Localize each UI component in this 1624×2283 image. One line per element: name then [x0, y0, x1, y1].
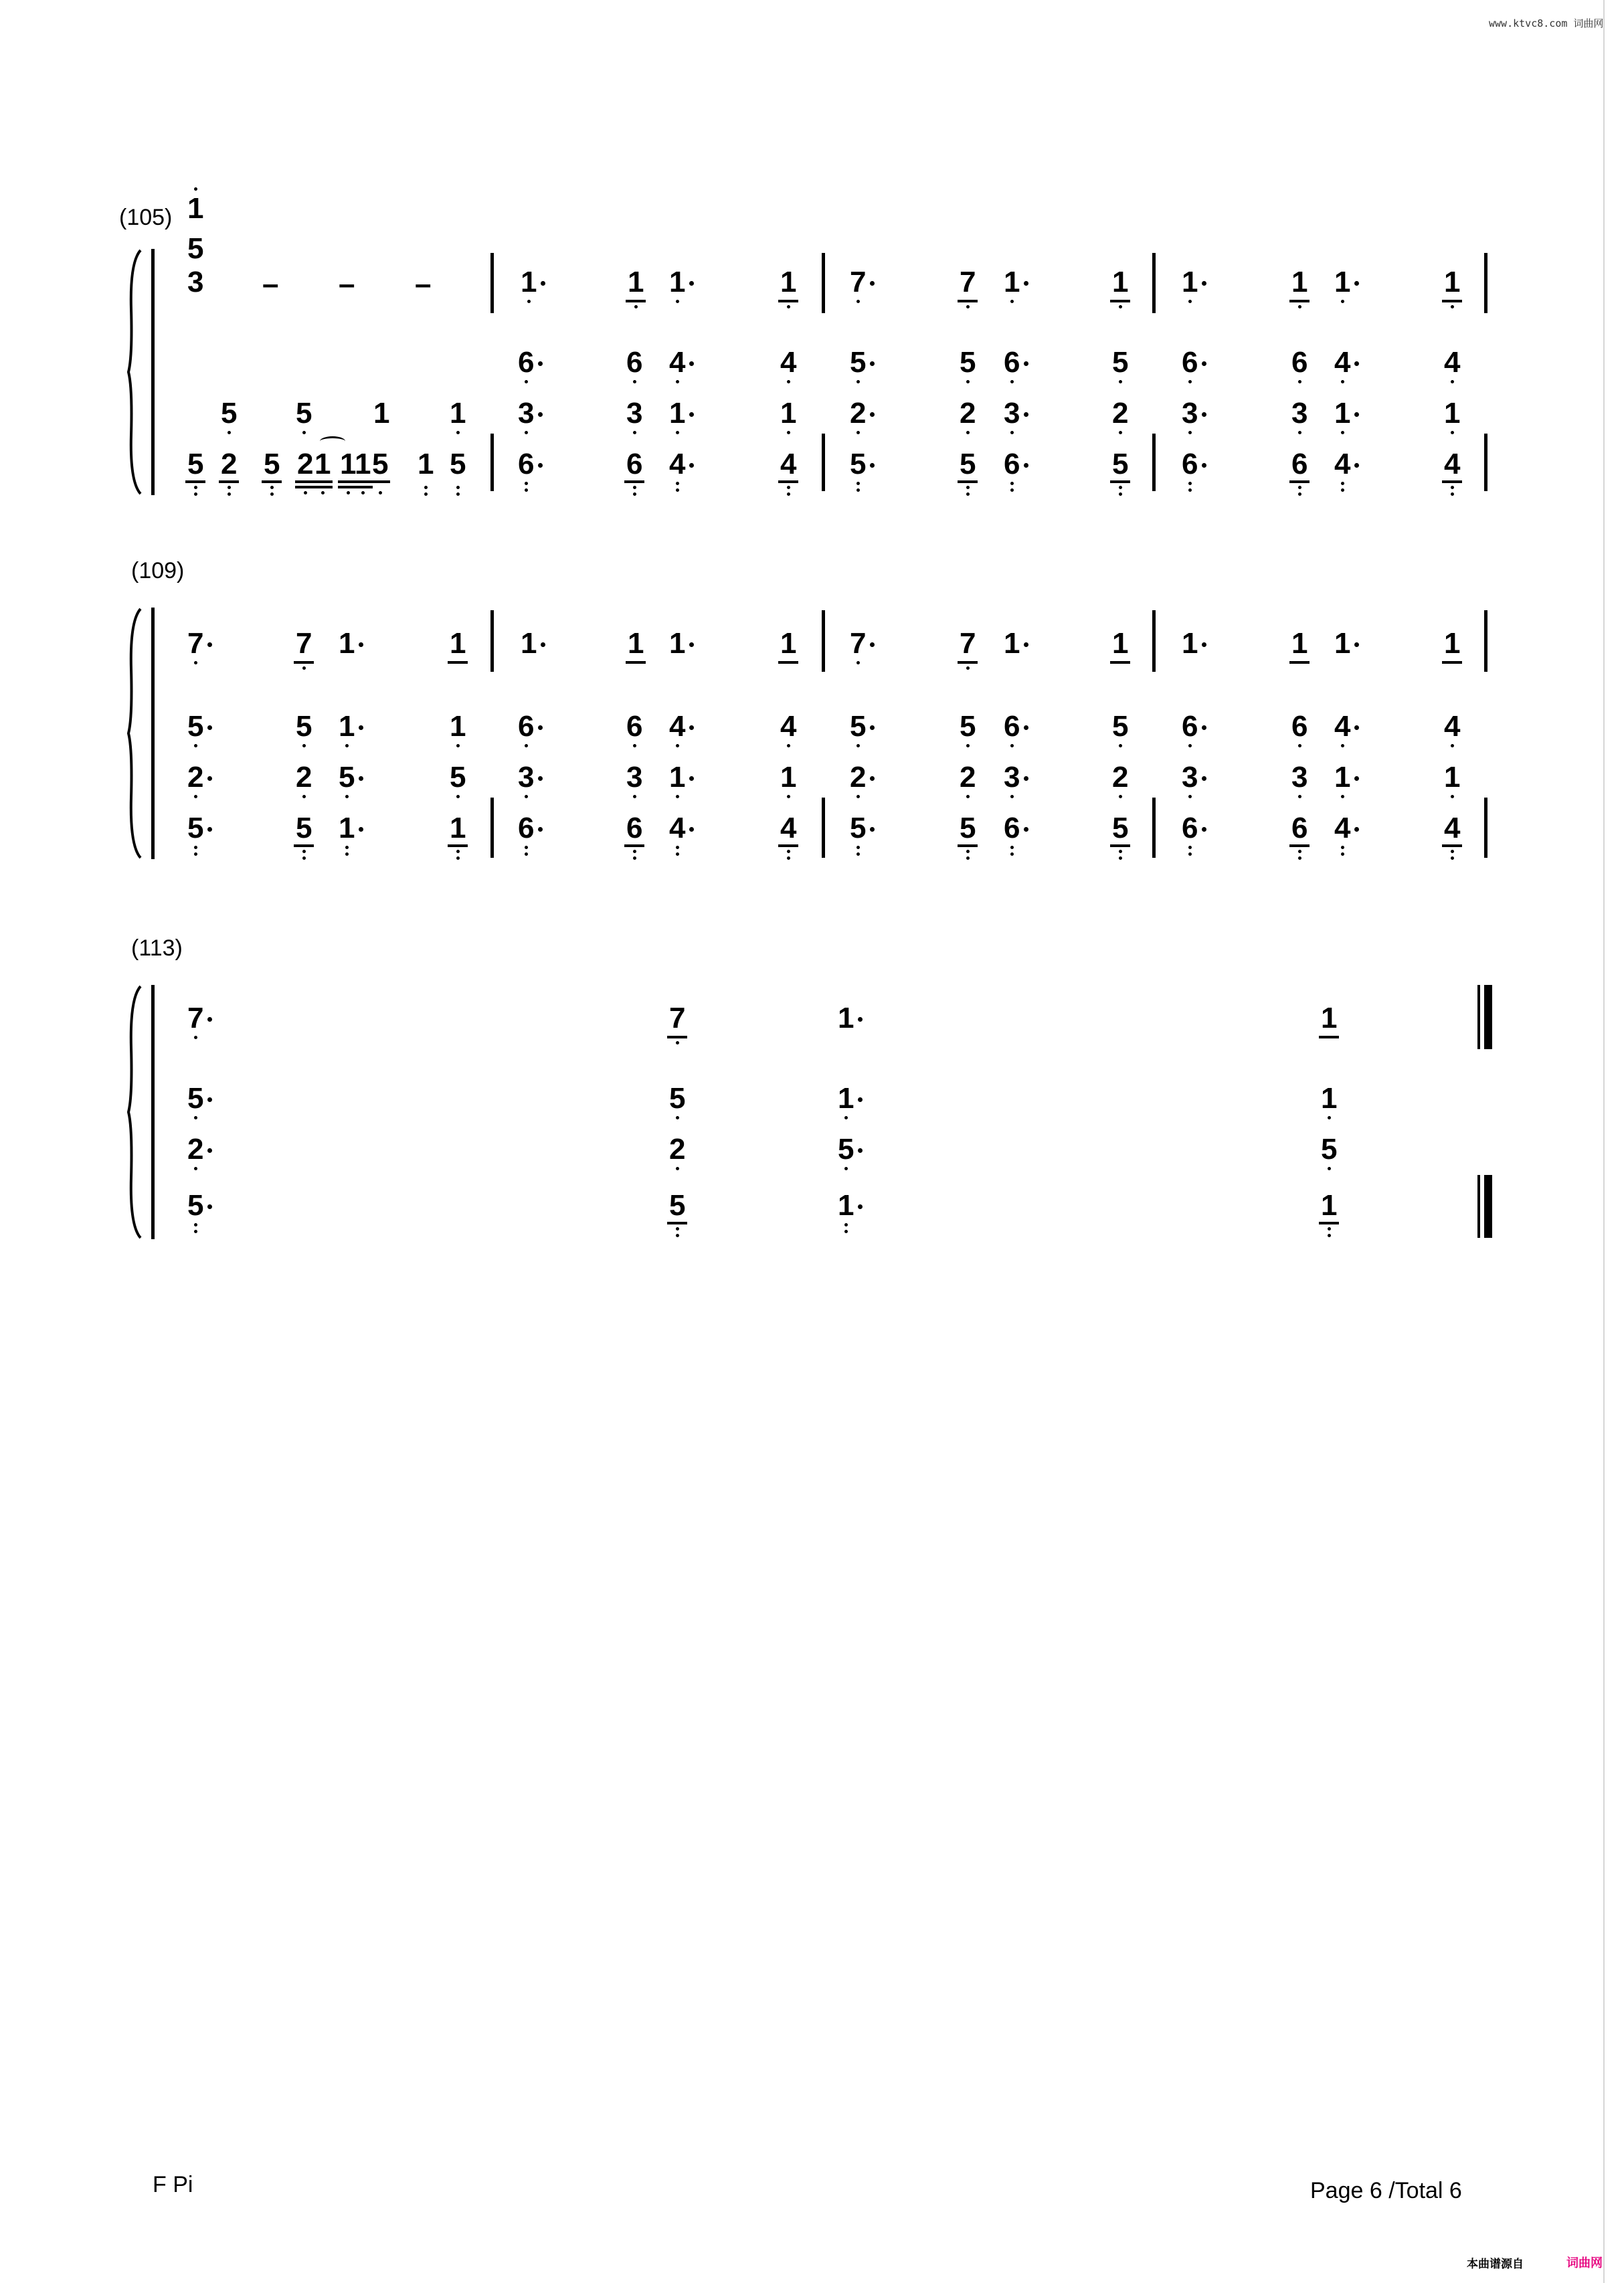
augmentation-dot [689, 725, 694, 730]
augmentation-dot [207, 725, 212, 730]
note: 1 [780, 763, 796, 792]
augmentation-dot [689, 412, 694, 417]
note: 2 [960, 763, 976, 792]
note: 2 [669, 1135, 685, 1164]
note: 4 [1334, 348, 1350, 377]
augmentation-dot [359, 725, 363, 730]
brace [127, 249, 142, 495]
note: 1 [1444, 268, 1460, 297]
note: 1 [1182, 268, 1198, 297]
note: 5 [669, 1084, 685, 1113]
note: 5 [1321, 1135, 1337, 1164]
augmentation-dot [689, 827, 694, 832]
note: 3 [1291, 763, 1307, 792]
brace [127, 608, 142, 859]
note: 4 [1444, 814, 1460, 843]
barline [1152, 798, 1156, 858]
note: 6 [518, 348, 534, 377]
note: 6 [626, 450, 642, 479]
augmentation-dot [689, 463, 694, 468]
augmentation-dot [870, 725, 875, 730]
augmentation-dot [1354, 412, 1359, 417]
note: 1 [355, 450, 371, 479]
note: 4 [1334, 814, 1350, 843]
augmentation-dot [870, 642, 875, 647]
note: 2 [296, 763, 312, 792]
note: 4 [1444, 712, 1460, 741]
augmentation-dot [538, 463, 543, 468]
page-indicator: Page 6 /Total 6 [1310, 2178, 1462, 2203]
augmentation-dot [870, 827, 875, 832]
note: 3 [1182, 399, 1198, 428]
note: 6 [1182, 712, 1198, 741]
sustain-dash: – [415, 268, 432, 300]
barline [490, 434, 494, 491]
augmentation-dot [1202, 827, 1206, 832]
note: 1 [450, 399, 466, 428]
augmentation-dot [1024, 725, 1028, 730]
note: 1 [1321, 1191, 1337, 1220]
augmentation-dot [858, 1017, 863, 1022]
note: 7 [960, 629, 976, 658]
note: 6 [1291, 712, 1307, 741]
augmentation-dot [870, 412, 875, 417]
barline [1152, 434, 1156, 491]
augmentation-dot [1202, 281, 1206, 286]
augmentation-dot [207, 827, 212, 832]
barline [1484, 798, 1487, 858]
note: 4 [780, 450, 796, 479]
augmentation-dot [207, 1148, 212, 1153]
note: 4 [780, 348, 796, 377]
augmentation-dot [359, 827, 363, 832]
note: 5 [264, 450, 280, 479]
note: 5 [187, 450, 203, 479]
note: 7 [296, 629, 312, 658]
note: 6 [626, 712, 642, 741]
note: 2 [960, 399, 976, 428]
note: 2 [850, 763, 866, 792]
note: 3 [626, 763, 642, 792]
note: 5 [187, 712, 203, 741]
note: 1 [1182, 627, 1198, 660]
note: 3 [518, 763, 534, 792]
brace [127, 985, 142, 1239]
augmentation-dot [1354, 361, 1359, 366]
note: 4 [669, 712, 685, 741]
augmentation-dot [541, 281, 545, 286]
note: 1 [780, 629, 796, 658]
note: 5 [960, 814, 976, 843]
note: 5 [850, 814, 866, 843]
final-barline [1477, 985, 1494, 1049]
note: 4 [1444, 450, 1460, 479]
note: 6 [1004, 712, 1020, 741]
note: 1 [628, 629, 644, 658]
barline [822, 610, 825, 672]
source-credit: 本曲谱源自 [1467, 2258, 1524, 2270]
note: 4 [1334, 712, 1350, 741]
note: 7 [187, 1004, 203, 1033]
barline [1484, 434, 1487, 491]
barline [490, 610, 494, 672]
note: 5 [960, 712, 976, 741]
barline [1152, 610, 1156, 672]
site-logo[interactable]: 词曲网 [1566, 2256, 1603, 2270]
note: 1 [1112, 629, 1128, 658]
note: 1 [1321, 1084, 1337, 1113]
page-edge-rule [1603, 0, 1605, 2283]
note: 1 [187, 194, 203, 223]
augmentation-dot [359, 642, 363, 647]
barline [822, 253, 825, 313]
note: 1 [1004, 268, 1020, 297]
augmentation-dot [1202, 642, 1206, 647]
augmentation-dot [359, 776, 363, 781]
note: 1 [780, 268, 796, 297]
augmentation-dot [1354, 725, 1359, 730]
barline [1484, 253, 1487, 313]
note: 4 [780, 712, 796, 741]
note: 1 [373, 397, 390, 430]
note: 1 [1444, 629, 1460, 658]
note: 1 [450, 629, 466, 658]
note: 2 [187, 763, 203, 792]
note: 5 [838, 1135, 854, 1164]
note: 1 [1334, 268, 1350, 297]
augmentation-dot [207, 642, 212, 647]
note: 5 [450, 763, 466, 792]
note: 5 [296, 712, 312, 741]
note: 5 [296, 814, 312, 843]
augmentation-dot [689, 281, 694, 286]
augmentation-dot [1024, 827, 1028, 832]
note: 5 [339, 763, 355, 792]
barline [490, 253, 494, 313]
system-line [151, 608, 155, 859]
note: 4 [669, 814, 685, 843]
note: 6 [626, 348, 642, 377]
augmentation-dot [538, 361, 543, 366]
augmentation-dot [1202, 463, 1206, 468]
note: 1 [450, 712, 466, 741]
note: 3 [518, 399, 534, 428]
note: 3 [1291, 399, 1307, 428]
note: 1 [1334, 763, 1350, 792]
note: 7 [850, 268, 866, 297]
note: 1 [339, 712, 355, 741]
tie [320, 436, 345, 446]
augmentation-dot [870, 463, 875, 468]
note: 5 [187, 1191, 203, 1220]
note: 6 [1004, 450, 1020, 479]
note: 5 [450, 450, 466, 479]
note: 1 [450, 814, 466, 843]
note: 1 [340, 450, 356, 479]
note: 6 [1182, 814, 1198, 843]
final-barline [1477, 1175, 1494, 1238]
augmentation-dot [1354, 827, 1359, 832]
note: 2 [297, 450, 313, 479]
song-title-fragment: F Pi [153, 2172, 193, 2197]
note: 4 [669, 450, 685, 479]
note: 1 [669, 763, 685, 792]
barline [822, 434, 825, 491]
augmentation-dot [870, 281, 875, 286]
note: 1 [314, 450, 331, 479]
note: 1 [1004, 627, 1020, 660]
note: 5 [372, 450, 388, 479]
augmentation-dot [1202, 412, 1206, 417]
note: 1 [339, 627, 355, 660]
note: 4 [669, 348, 685, 377]
augmentation-dot [1202, 361, 1206, 366]
note: 1 [339, 814, 355, 843]
augmentation-dot [870, 361, 875, 366]
note: 5 [960, 450, 976, 479]
note: 3 [626, 399, 642, 428]
barline [1484, 610, 1487, 672]
note: 5 [1112, 348, 1128, 377]
note: 6 [1291, 348, 1307, 377]
note: 2 [850, 399, 866, 428]
note: 1 [418, 450, 434, 479]
note: 6 [1004, 348, 1020, 377]
note: 1 [669, 627, 686, 660]
measure-number: (109) [131, 558, 185, 583]
note: 1 [1291, 268, 1307, 297]
augmentation-dot [1024, 281, 1028, 286]
note: 5 [850, 450, 866, 479]
note: 5 [669, 1191, 685, 1220]
sustain-dash: – [339, 268, 355, 300]
note: 6 [626, 814, 642, 843]
note: 3 [1182, 763, 1198, 792]
barline [490, 798, 494, 858]
augmentation-dot [1024, 412, 1028, 417]
note: 7 [850, 629, 866, 658]
note: 1 [1444, 399, 1460, 428]
augmentation-dot [689, 642, 694, 647]
note: 6 [1291, 450, 1307, 479]
note: 6 [518, 814, 534, 843]
note: 7 [669, 1004, 685, 1033]
augmentation-dot [1354, 463, 1359, 468]
augmentation-dot [1202, 776, 1206, 781]
augmentation-dot [858, 1148, 863, 1153]
note: 6 [1182, 348, 1198, 377]
note: 2 [221, 450, 237, 479]
note: 4 [1334, 450, 1350, 479]
augmentation-dot [1354, 776, 1359, 781]
note: 1 [1444, 763, 1460, 792]
note: 5 [960, 348, 976, 377]
note: 1 [1291, 629, 1307, 658]
note: 1 [1334, 627, 1351, 660]
augmentation-dot [858, 1097, 863, 1102]
note: 5 [1112, 814, 1128, 843]
note: 5 [187, 1084, 203, 1113]
augmentation-dot [1024, 642, 1028, 647]
note: 6 [518, 712, 534, 741]
note: 4 [1444, 348, 1460, 377]
note: 1 [628, 268, 644, 297]
note: 2 [1112, 763, 1128, 792]
note: 1 [669, 268, 685, 297]
note: 3 [187, 266, 204, 298]
note: 5 [296, 399, 312, 428]
note: 1 [521, 627, 537, 660]
barline [822, 798, 825, 858]
site-url: www.ktvc8.com 词曲网 [1489, 17, 1604, 29]
augmentation-dot [1202, 725, 1206, 730]
note: 5 [221, 399, 237, 428]
note: 6 [1004, 814, 1020, 843]
note: 5 [1112, 450, 1128, 479]
augmentation-dot [1024, 361, 1028, 366]
augmentation-dot [1024, 776, 1028, 781]
note: 6 [1182, 450, 1198, 479]
sustain-dash: – [262, 268, 279, 300]
note: 1 [780, 399, 796, 428]
augmentation-dot [207, 1017, 212, 1022]
augmentation-dot [538, 776, 543, 781]
note: 1 [1334, 399, 1350, 428]
augmentation-dot [1354, 642, 1359, 647]
system-line [151, 985, 155, 1239]
note: 6 [518, 450, 534, 479]
note: 3 [1004, 763, 1020, 792]
augmentation-dot [689, 776, 694, 781]
augmentation-dot [1354, 281, 1359, 286]
note: 1 [521, 268, 537, 297]
note: 1 [838, 1002, 854, 1034]
note: 5 [1112, 712, 1128, 741]
augmentation-dot [541, 642, 545, 647]
note: 1 [1321, 1004, 1337, 1033]
note: 6 [1291, 814, 1307, 843]
note: 4 [780, 814, 796, 843]
note: 2 [1112, 399, 1128, 428]
augmentation-dot [870, 776, 875, 781]
note: 1 [838, 1191, 854, 1220]
augmentation-dot [207, 1204, 212, 1209]
note: 7 [187, 629, 203, 658]
augmentation-dot [207, 776, 212, 781]
augmentation-dot [689, 361, 694, 366]
augmentation-dot [207, 1097, 212, 1102]
augmentation-dot [538, 827, 543, 832]
augmentation-dot [858, 1204, 863, 1209]
note: 1 [669, 399, 685, 428]
note: 1 [1112, 268, 1128, 297]
barline [1152, 253, 1156, 313]
note: 5 [187, 814, 203, 843]
note: 2 [187, 1135, 203, 1164]
system-line [151, 249, 155, 495]
note: 7 [960, 268, 976, 297]
note: 3 [1004, 399, 1020, 428]
augmentation-dot [1024, 463, 1028, 468]
measure-number: (113) [131, 935, 183, 961]
augmentation-dot [538, 412, 543, 417]
note: 5 [187, 232, 204, 265]
measure-number: (105) [119, 205, 173, 230]
note: 5 [850, 712, 866, 741]
note: 1 [838, 1084, 854, 1113]
note: 5 [850, 348, 866, 377]
augmentation-dot [538, 725, 543, 730]
